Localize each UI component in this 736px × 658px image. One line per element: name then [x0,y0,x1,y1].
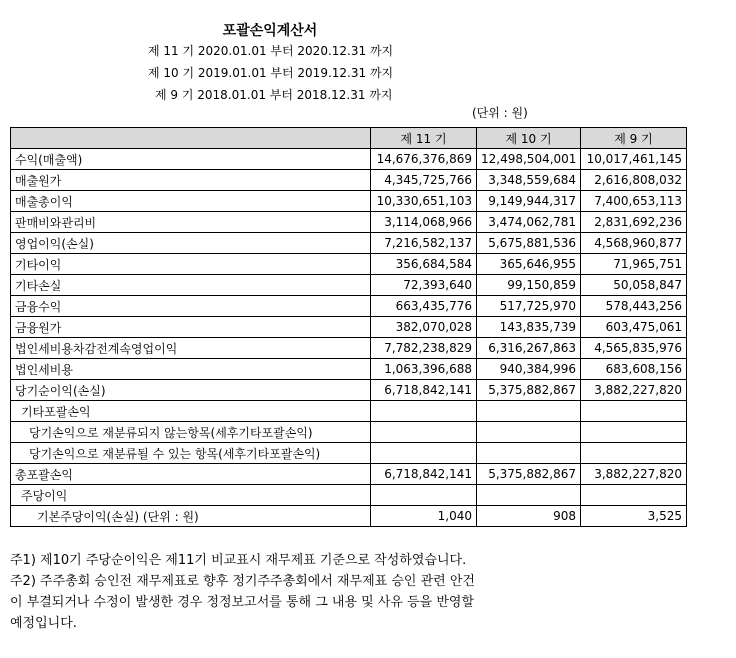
table-row [11,296,687,317]
row-label: 금융수익 [11,296,371,317]
value-9: 10,017,461,145 [581,149,687,170]
value-11: 7,216,582,137 [371,233,477,254]
value-9: 3,525 [581,506,687,527]
footnote-2-cont: 이 부결되거나 수정이 발생한 경우 정정보고서를 통해 그 내용 및 사유 등을 반영할 [10,595,475,610]
value-11: 382,070,028 [371,317,477,338]
row-label: 주당이익 [11,485,371,506]
value-9: 7,400,653,113 [581,191,687,212]
table-row [11,422,687,443]
value-10: 517,725,970 [477,296,581,317]
value-10: 6,316,267,863 [477,338,581,359]
table-row [11,191,687,212]
row-label: 당기손익으로 재분류되지 않는항목(세후기타포괄손익) [11,422,371,443]
value-11: 72,393,640 [371,275,477,296]
value-9: 578,443,256 [581,296,687,317]
value-10 [477,443,581,464]
table-row [11,233,687,254]
value-10: 5,675,881,536 [477,233,581,254]
row-label: 법인세비용차감전계속영업이익 [11,338,371,359]
value-10: 143,835,739 [477,317,581,338]
row-label: 금융원가 [11,317,371,338]
table-row [11,212,687,233]
row-label: 판매비와관리비 [11,212,371,233]
table-row [11,443,687,464]
table-row [11,506,687,527]
value-11 [371,401,477,422]
header-period-10: 제 10 기 [477,128,581,149]
value-11: 1,063,396,688 [371,359,477,380]
row-label: 기본주당이익(손실) (단위 : 원) [11,506,371,527]
value-9: 3,882,227,820 [581,380,687,401]
footnotes [10,550,475,634]
value-11: 14,676,376,869 [371,149,477,170]
value-10: 5,375,882,867 [477,464,581,485]
row-label: 수익(매출액) [11,149,371,170]
header-row [11,128,687,149]
value-11: 10,330,651,103 [371,191,477,212]
header-account [11,128,371,149]
period-9: 제 9 기 2018.01.01 부터 2018.12.31 까지 [155,88,393,102]
table-row [11,464,687,485]
value-10 [477,401,581,422]
value-9: 3,882,227,820 [581,464,687,485]
value-9 [581,401,687,422]
footnote-2: 주2) 주주총회 승인전 재무제표로 향후 정기주주총회에서 재무제표 승인 관련 안건 [10,574,475,589]
unit-label: (단위 : 원) [472,106,528,120]
value-9 [581,443,687,464]
table-row [11,170,687,191]
table-row [11,149,687,170]
value-9 [581,422,687,443]
value-11: 356,684,584 [371,254,477,275]
table-row [11,380,687,401]
value-10: 365,646,955 [477,254,581,275]
value-9: 683,608,156 [581,359,687,380]
table-row [11,254,687,275]
value-10: 3,348,559,684 [477,170,581,191]
value-11: 3,114,068,966 [371,212,477,233]
value-9: 4,568,960,877 [581,233,687,254]
value-11 [371,485,477,506]
row-label: 총포괄손익 [11,464,371,485]
value-9 [581,485,687,506]
value-10: 5,375,882,867 [477,380,581,401]
row-label: 기타이익 [11,254,371,275]
row-label: 기타손실 [11,275,371,296]
value-10: 9,149,944,317 [477,191,581,212]
value-10: 3,474,062,781 [477,212,581,233]
row-label: 당기손익으로 재분류될 수 있는 항목(세후기타포괄손익) [11,443,371,464]
row-label: 매출원가 [11,170,371,191]
value-9: 2,831,692,236 [581,212,687,233]
value-9: 4,565,835,976 [581,338,687,359]
header-period-9: 제 9 기 [581,128,687,149]
table-row [11,485,687,506]
value-11: 7,782,238,829 [371,338,477,359]
value-10: 940,384,996 [477,359,581,380]
row-label: 기타포괄손익 [11,401,371,422]
table-row [11,338,687,359]
income-statement-table [10,127,687,527]
value-11: 4,345,725,766 [371,170,477,191]
footnote-2-end: 예정입니다. [10,616,77,631]
value-11: 663,435,776 [371,296,477,317]
value-11: 6,718,842,141 [371,464,477,485]
value-10 [477,422,581,443]
footnote-1: 주1) 제10기 주당순이익은 제11기 비교표시 재무제표 기준으로 작성하였습니다. [10,553,467,568]
period-11: 제 11 기 2020.01.01 부터 2020.12.31 까지 [148,44,394,58]
header-period-11: 제 11 기 [371,128,477,149]
row-label: 법인세비용 [11,359,371,380]
value-11 [371,422,477,443]
statement-title: 포괄손익계산서 [222,23,318,39]
value-11: 6,718,842,141 [371,380,477,401]
row-label: 당기순이익(손실) [11,380,371,401]
row-label: 매출총이익 [11,191,371,212]
value-10: 99,150,859 [477,275,581,296]
table-row [11,317,687,338]
value-9: 603,475,061 [581,317,687,338]
value-9: 50,058,847 [581,275,687,296]
value-10: 908 [477,506,581,527]
period-10: 제 10 기 2019.01.01 부터 2019.12.31 까지 [148,66,394,80]
table-row [11,401,687,422]
table-row [11,359,687,380]
value-10 [477,485,581,506]
value-11: 1,040 [371,506,477,527]
row-label: 영업이익(손실) [11,233,371,254]
value-9: 2,616,808,032 [581,170,687,191]
table-row [11,275,687,296]
value-11 [371,443,477,464]
value-10: 12,498,504,001 [477,149,581,170]
value-9: 71,965,751 [581,254,687,275]
